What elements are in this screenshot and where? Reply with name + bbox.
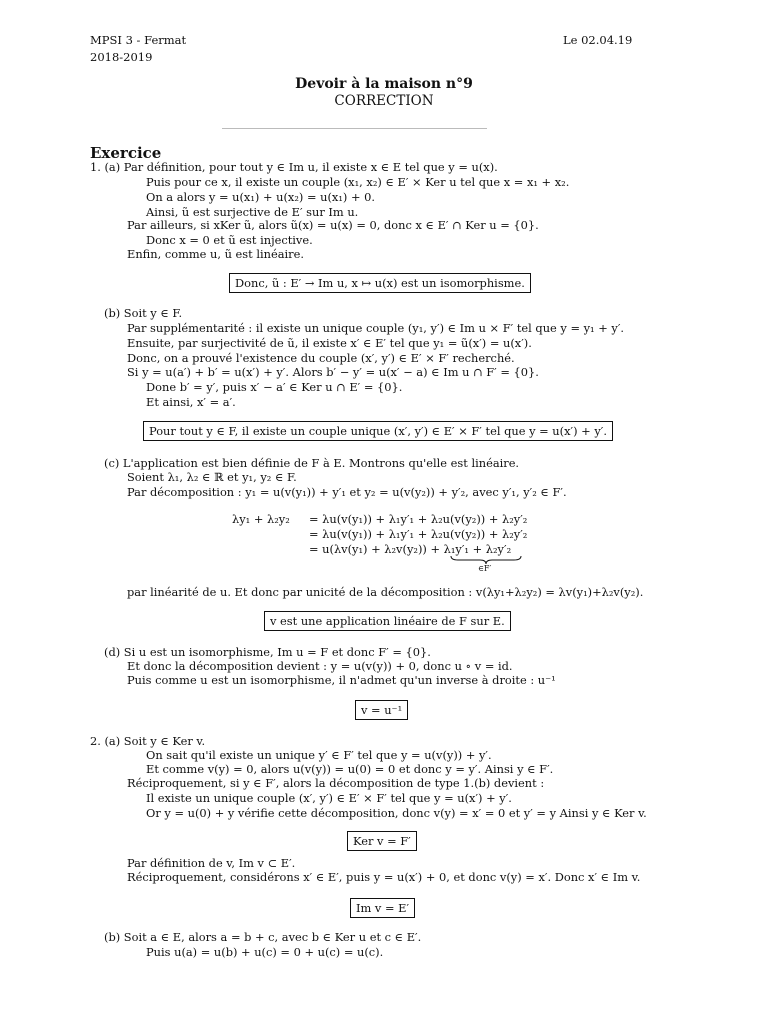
result-box: Pour tout y ∈ F, il existe un couple unique (x′, y′) ∈ E′ × F′ tel que y = u(x′) + y′.: [143, 421, 613, 441]
text-line: par linéarité de u. Et donc par unicité de la décomposition : v(λy₁+λ₂y₂) = λv(y₁)+λ₂v(y₂).: [127, 585, 644, 599]
result-box: v = u⁻¹: [355, 700, 408, 720]
header-class: MPSI 3 - Fermat: [90, 33, 187, 47]
text-line: (d) Si u est un isomorphisme, Im u = F et donc F′ = {0}.: [104, 645, 431, 659]
text-line: Puis pour ce x, il existe un couple (x₁, x₂) ∈ E′ × Ker u tel que x = x₁ + x₂.: [146, 175, 570, 189]
text-line: Et donc la décomposition devient : y = u(v(y)) + 0, donc u ∘ v = id.: [127, 659, 513, 673]
result-box: v est une application linéaire de F sur E.: [264, 611, 511, 631]
result-box: Im v = E′: [350, 898, 415, 918]
text-line: Donc, on a prouvé l'existence du couple (x′, y′) ∈ E′ × F′ recherché.: [127, 351, 515, 365]
section-heading: Exercice: [90, 144, 162, 162]
header-date: Le 02.04.19: [563, 33, 633, 47]
text-line: On a alors y = u(x₁) + u(x₂) = u(x₁) + 0.: [146, 190, 375, 204]
page-subtitle: CORRECTION: [334, 93, 434, 109]
text-line: 1. (a) Par définition, pour tout y ∈ Im u, il existe x ∈ E tel que y = u(x).: [90, 160, 498, 174]
result-box: Donc, ũ : E′ → Im u, x ↦ u(x) est un isomorphisme.: [229, 273, 531, 293]
text-line: Par décomposition : y₁ = u(v(y₁)) + y′₁ et y₂ = u(v(y₂)) + y′₂, avec y′₁, y′₂ ∈ F′.: [127, 485, 567, 499]
text-line: Et ainsi, x′ = a′.: [146, 395, 236, 409]
page-title: Devoir à la maison n°9: [295, 76, 473, 92]
text-line: Il existe un unique couple (x′, y′) ∈ E′ × F′ tel que y = u(x′) + y′.: [146, 791, 512, 805]
text-line: Si y = u(a′) + b′ = u(x′) + y′. Alors b′ − y′ = u(x′ − a) ∈ Im u ∩ F′ = {0}.: [127, 365, 539, 379]
text-line: Par définition de v, Im v ⊂ E′.: [127, 856, 296, 870]
text-line: Done b′ = y′, puis x′ − a′ ∈ Ker u ∩ E′ = {0}.: [146, 380, 403, 394]
text-line: (c) L'application est bien définie de F à E. Montrons qu'elle est linéaire.: [104, 456, 520, 470]
text-line: Ensuite, par surjectivité de ũ, il existe x′ ∈ E′ tel que y₁ = ũ(x′) = u(x′).: [127, 336, 532, 350]
equation-row: = λu(v(y₁)) + λ₁y′₁ + λ₂u(v(y₂)) + λ₂y′₂: [309, 512, 528, 526]
text-line: Par supplémentarité : il existe un unique couple (y₁, y′) ∈ Im u × F′ tel que y = y₁ + y′.: [127, 321, 625, 335]
text-line: Donc x = 0 et ũ est injective.: [146, 233, 313, 247]
text-line: Réciproquement, si y ∈ F′, alors la décomposition de type 1.(b) devient :: [127, 776, 545, 790]
result-box: Ker v = F′: [347, 831, 417, 851]
text-line: Puis u(a) = u(b) + u(c) = 0 + u(c) = u(c).: [146, 945, 384, 959]
title-rule: [222, 128, 487, 129]
equation-lhs: λy₁ + λ₂y₂: [232, 512, 290, 526]
text-line: Réciproquement, considérons x′ ∈ E′, puis y = u(x′) + 0, et donc v(y) = x′. Donc x′ ∈ Im v.: [127, 870, 641, 884]
text-line: Enfin, comme u, ũ est linéaire.: [127, 247, 304, 261]
text-line: (b) Soit y ∈ F.: [104, 306, 183, 320]
text-line: Soient λ₁, λ₂ ∈ ℝ et y₁, y₂ ∈ F.: [127, 470, 297, 484]
text-line: Or y = u(0) + y vérifie cette décomposition, donc v(y) = x′ = 0 et y′ = y Ainsi y ∈ Ker v.: [146, 806, 647, 820]
equation-row: = u(λv(y₁) + λ₂v(y₂)) + λ₁y′₁ + λ₂y′₂: [309, 542, 512, 556]
text-line: Et comme v(y) = 0, alors u(v(y)) = u(0) = 0 et donc y = y′. Ainsi y ∈ F′.: [146, 762, 554, 776]
text-line: 2. (a) Soit y ∈ Ker v.: [90, 734, 206, 748]
text-line: Par ailleurs, si xKer ũ, alors ũ(x) = u(x) = 0, donc x ∈ E′ ∩ Ker u = {0}.: [127, 218, 539, 232]
text-line: On sait qu'il existe un unique y′ ∈ F′ tel que y = u(v(y)) + y′.: [146, 748, 492, 762]
equation-row: = λu(v(y₁)) + λ₁y′₁ + λ₂u(v(y₂)) + λ₂y′₂: [309, 527, 528, 541]
text-line: Ainsi, ũ est surjective de E′ sur Im u.: [146, 205, 359, 219]
text-line: (b) Soit a ∈ E, alors a = b + c, avec b ∈ Ker u et c ∈ E′.: [104, 930, 422, 944]
header-year: 2018-2019: [90, 50, 153, 64]
underbrace-label: ∈F′: [478, 564, 492, 573]
text-line: Puis comme u est un isomorphisme, il n'admet qu'un inverse à droite : u⁻¹: [127, 673, 556, 687]
